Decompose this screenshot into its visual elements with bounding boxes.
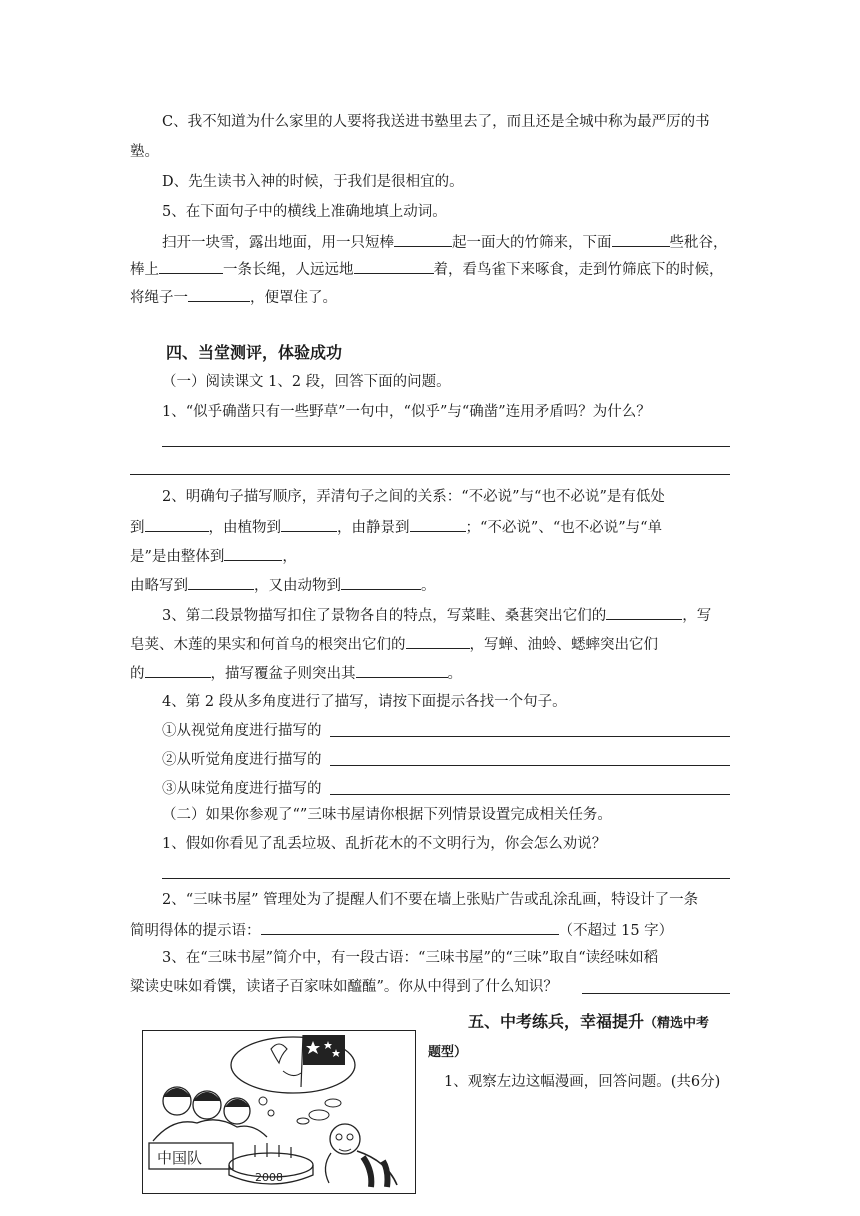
exam-question-1: 1、观察左边这幅漫画，回答问题。(共6分) [444,1074,721,1090]
answer-line[interactable] [330,736,730,737]
reading-question-2-line1: 2、明确句子描写顺序，弄清句子之间的关系：“不必说”与“也不必说”是有低处 [162,489,665,505]
task-question-3-line1: 3、在“三味书屋”简介中，有一段古语：“三味书屋”的“三味”取自“读经味如稻 [162,950,659,966]
option-c-line1: C、我不知道为什么家里的人要将我送进书塾里去了，而且还是全城中称为最严厉的书 [162,114,710,130]
task-question-2-line1: 2、“三味书屋” 管理处为了提醒人们不要在墙上张贴广告或乱涂乱画，特设计了一条 [162,892,699,908]
answer-blank[interactable] [224,545,282,561]
answer-blank[interactable] [145,516,209,532]
team-label: 中国队 [157,1149,203,1167]
answer-blank[interactable] [612,231,670,247]
answer-blank[interactable] [188,286,250,302]
fill-line-3: 将绳子一 ，便罩住了。 [130,286,337,308]
answer-blank[interactable] [394,231,452,247]
answer-blank[interactable] [354,258,434,274]
reading-question-4: 4、第 2 段从多角度进行了描写，请按下面提示各找一个句子。 [162,694,567,710]
taste-prompt: ③从味觉角度进行描写的 [162,781,322,797]
answer-line[interactable] [162,446,730,447]
option-c-line2: 塾。 [130,144,159,160]
answer-line[interactable] [162,878,730,879]
reading-question-3-line3: 的 ，描写覆盆子则突出其 。 [130,662,462,684]
answer-line[interactable] [130,474,730,475]
option-d: D、先生读书入神的时候，于我们是很相宜的。 [162,174,464,190]
answer-blank[interactable] [606,604,682,620]
old-man-head [330,1124,360,1154]
answer-blank[interactable] [261,919,559,935]
answer-blank[interactable] [341,574,421,590]
reading-question-3-line1: 3、第二段景物描写扣住了景物各自的特点，写菜畦、桑葚突出它们的 ，写 [162,604,711,626]
answer-blank[interactable] [145,662,211,678]
answer-line[interactable] [330,765,730,766]
cartoon-drawing [143,1031,415,1193]
fill-line-2: 棒上 一条长绳，人远远地 着，看鸟雀下来啄食，走到竹筛底下的时候， [130,258,724,280]
answer-blank[interactable] [406,633,470,649]
reading-question-2-line3: 是”是由整体到 ， [130,545,297,567]
task-question-2-line2: 简明得体的提示语： （不超过 15 字） [130,919,673,941]
cake-label: 2008 [255,1171,283,1184]
answer-blank[interactable] [188,574,254,590]
subsection-2-title: （二）如果你参观了“”三味书屋请你根据下列情景设置完成相关任务。 [162,807,612,823]
reading-question-2-line4: 由略写到 ，又由动物到 。 [130,574,436,596]
cartoon-image [142,1030,416,1194]
reading-question-3-line2: 皂荚、木莲的果实和何首乌的根突出它们的 ，写蝉、油蛉、蟋蟀突出它们 [130,633,658,655]
visual-prompt: ①从视觉角度进行描写的 [162,723,322,739]
answer-line[interactable] [330,794,730,795]
section-5-heading: 五、中考练兵，幸福提升（精选中考 [468,1012,710,1031]
question-5-title: 5、在下面句子中的横线上准确地填上动词。 [162,204,447,220]
answer-blank[interactable] [410,516,466,532]
auditory-prompt: ②从听觉角度进行描写的 [162,752,322,768]
answer-blank[interactable] [356,662,448,678]
task-question-3-line2: 粱读史味如肴馔，读诸子百家味如醯醢”。你从中得到了什么知识？ [130,979,558,995]
task-question-1: 1、假如你看见了乱丢垃圾、乱折花木的不文明行为，你会怎么劝说？ [162,836,607,852]
reading-question-1: 1、“似乎确凿只有一些野草”一句中，“似乎”与“确凿”连用矛盾吗？为什么？ [162,404,651,420]
reading-question-2-line2: 到 ，由植物到 ，由静景到 ；“不必说”、“也不必说”与“单 [130,516,662,538]
subsection-1-title: （一）阅读课文 1、2 段，回答下面的问题。 [162,374,451,390]
answer-blank[interactable] [159,258,223,274]
answer-blank[interactable] [281,516,337,532]
fill-line-1: 扫开一块雪，露出地面，用一只短棒 起一面大的竹筛来，下面 些秕谷， [162,231,728,253]
section-4-heading: 四、当堂测评，体验成功 [166,343,343,362]
section-5-note: 题型） [428,1045,468,1060]
answer-line[interactable] [582,993,730,994]
flag [303,1035,345,1065]
